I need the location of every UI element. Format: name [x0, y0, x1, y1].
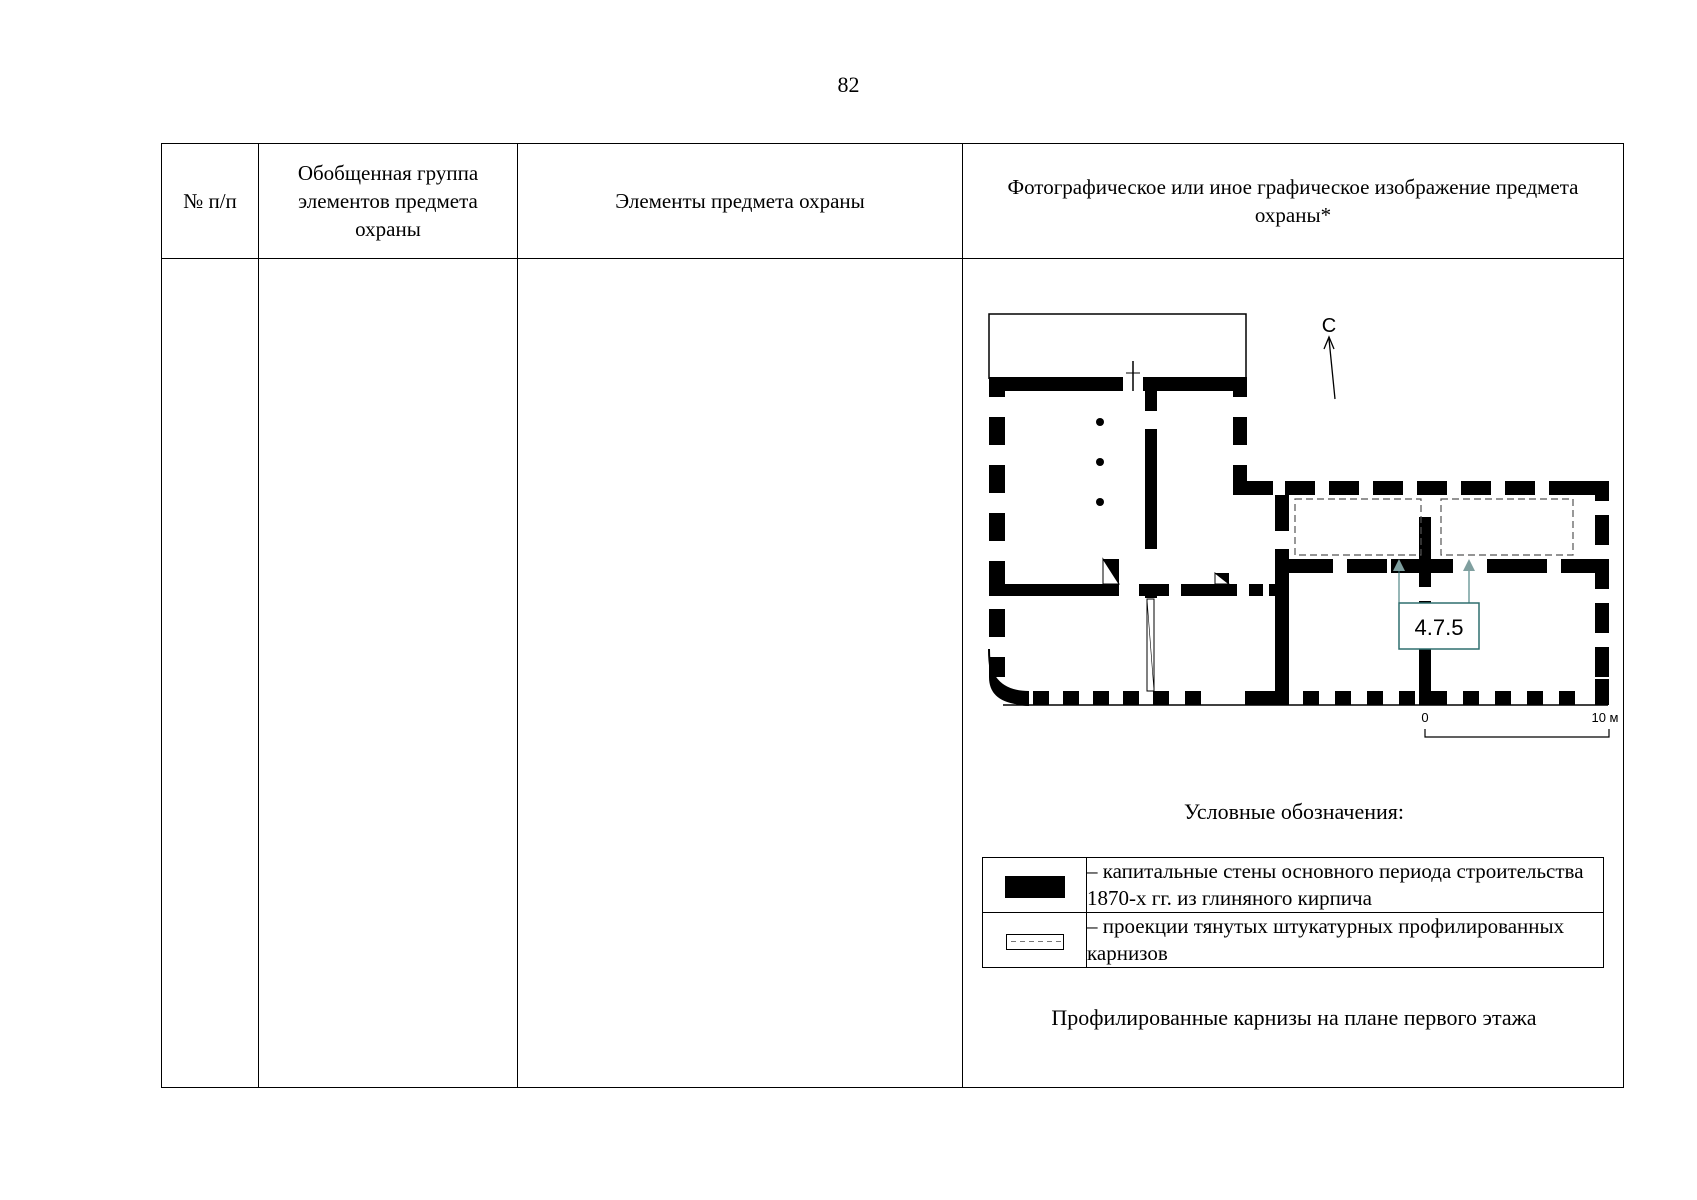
- cornice-projection-2: [1441, 499, 1573, 555]
- scale-start-label: 0: [1421, 710, 1429, 725]
- legend-text: – капитальные стены основного периода строительства 1870-х гг. из глиняного кирпича: [1087, 858, 1604, 913]
- header-row: [162, 144, 1624, 259]
- left-wing-walls: [989, 377, 1283, 677]
- columns: [1096, 418, 1104, 506]
- content-row: [162, 259, 1624, 1088]
- protection-table: [161, 143, 1624, 1088]
- legend-text: – проекции тянутых штукатурных профилированных карнизов: [1087, 913, 1604, 968]
- cell-image: [963, 259, 1624, 1088]
- annex-outline: [989, 314, 1246, 379]
- scale-end-label: 10 м: [1591, 710, 1619, 725]
- header-group: Обобщенная группа элементов предмета охраны: [259, 144, 518, 259]
- legend-table: [982, 857, 1604, 968]
- north-label: С: [1321, 315, 1337, 337]
- legend-row: [983, 858, 1604, 913]
- cornice-projection-1: [1295, 499, 1421, 555]
- header-num: № п/п: [162, 144, 259, 259]
- legend-title: Условные обозначения:: [1183, 799, 1405, 824]
- cornice-symbol-icon: [1006, 934, 1064, 950]
- wall-symbol-icon: [1005, 876, 1065, 898]
- scale-bar: [1425, 729, 1609, 737]
- bottom-wall: [1033, 691, 1575, 705]
- right-wing-walls: [1233, 469, 1609, 705]
- figure-caption: Профилированные карнизы на плане первого этажа: [1051, 1005, 1537, 1030]
- header-image: Фотографическое или иное графическое изображение предмета охраны*: [963, 144, 1624, 259]
- legend-row: [983, 913, 1604, 968]
- cell-group: [259, 259, 518, 1088]
- north-arrow-icon: [1324, 337, 1335, 399]
- header-elements: Элементы предмета охраны: [518, 144, 963, 259]
- callout-label: 4.7.5: [1414, 615, 1464, 640]
- legend-symbol-cell: [983, 913, 1087, 968]
- floor-plan: [963, 259, 1625, 779]
- page-number: 82: [837, 72, 860, 97]
- cell-elements: [518, 259, 963, 1088]
- legend-symbol-cell: [983, 858, 1087, 913]
- cell-num: [162, 259, 259, 1088]
